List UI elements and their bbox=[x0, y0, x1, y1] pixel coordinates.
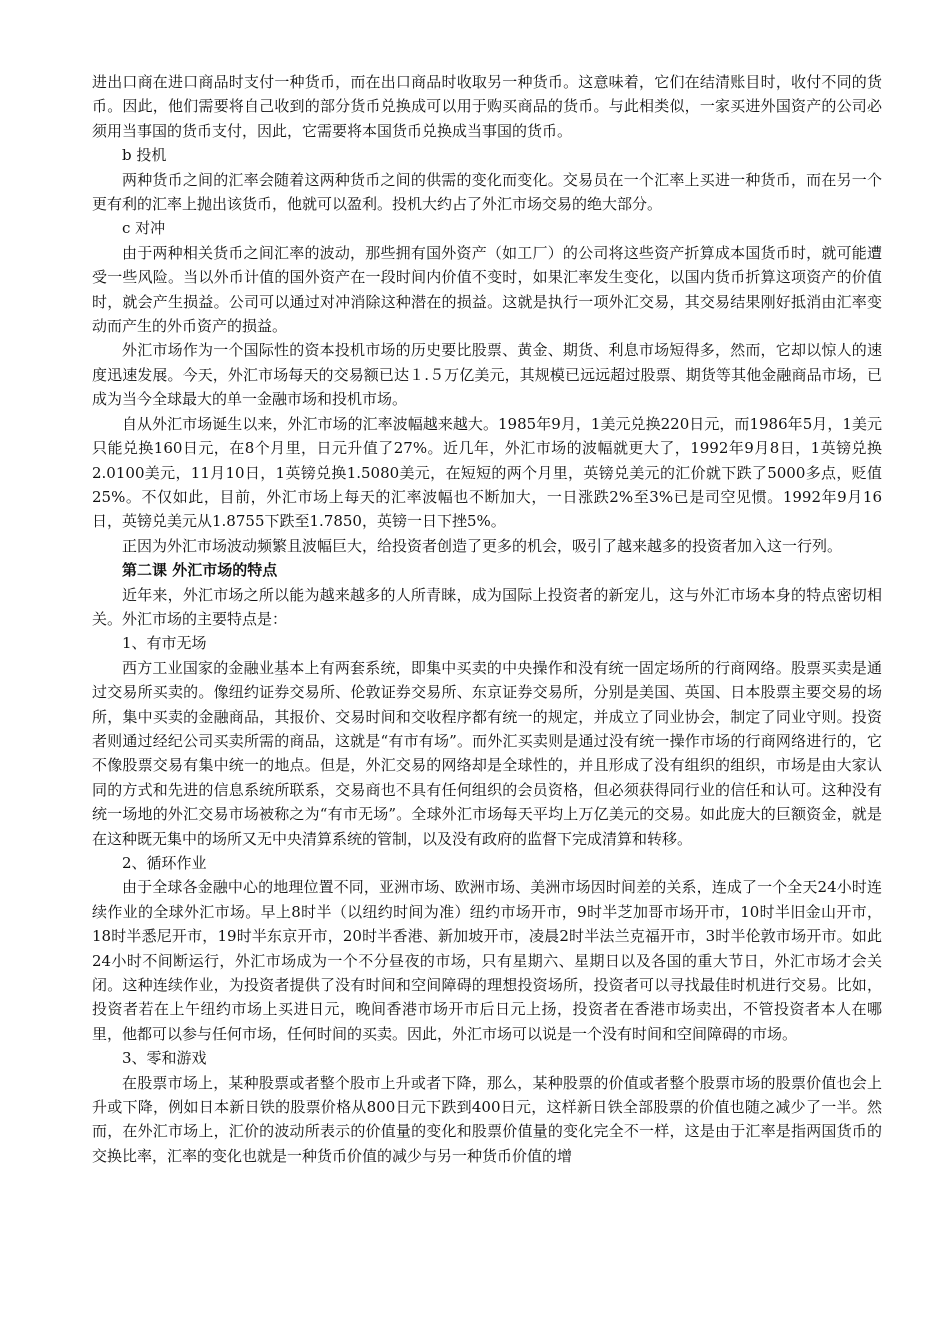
paragraph-zero-sum-game: 在股票市场上，某种股票或者整个股市上升或者下降，那么，某种股票的价值或者整个股票市场的股票价值也会上升或下降，例如日本新日铁的股票价格从800日元下跌到400日元，这样新日铁全部股票的价值也随之减少了一半。然而，在外汇市场上，汇价的波动所表示的价值量的变化和股票价值量的变化完全不一样，这是由于汇率是指两国货币的交换比率，汇率的变化也就是一种货币价值的减少与另一种货币价值的增 bbox=[92, 1073, 882, 1165]
paragraph-volatility: 自从外汇市场诞生以来，外汇市场的汇率波幅越来越大。1985年9月，1美元兑换220日元，而1986年5月，1美元只能兑换160日元，在8个月里，日元升值了27%。近几年，外汇市场的波幅就更大了，1992年9月8日，1英镑兑换2.0100美元，11月10日，1英镑兑换1.5080美元，在短短的两个月里，英镑兑美元的汇价就下跌了5000多点，贬值25%。不仅如此，目前，外汇市场上每天的汇率波幅也不断加大，一日涨跌2%至3%已是司空见惯。1992年9月16日，英镑兑美元从1.8755下跌至1.7850，英镑一日下挫5%。 bbox=[92, 414, 883, 531]
paragraph-speculation: 两种货币之间的汇率会随着这两种货币之间的供需的变化而变化。交易员在一个汇率上买进一种货币，而在另一个更有利的汇率上抛出该货币，他就可以盈利。投机大约占了外汇市场交易的绝大部分。 bbox=[92, 170, 882, 214]
subheading-market-without-venue: 1、有市无场 bbox=[122, 634, 207, 653]
paragraph-hedging: 由于两种相关货币之间汇率的波动，那些拥有国外资产（如工厂）的公司将这些资产折算成本国货币时，就可能遭受一些风险。当以外币计值的国外资产在一段时间内价值不变时，如果汇率发生变化，以国内货币折算这项资产的价值时，就会产生损益。公司可以通过对冲消除这种潜在的损益。这就是执行一项外汇交易，其交易结果刚好抵消由汇率变动而产生的外币资产的损益。 bbox=[92, 243, 882, 336]
paragraph-market-without-venue: 西方工业国家的金融业基本上有两套系统，即集中买卖的中央操作和没有统一固定场所的行商网络。股票买卖是通过交易所买卖的。像纽约证券交易所、伦敦证券交易所、东京证券交易所，分别是美国、英国、日本股票主要交易的场所，集中买卖的金融商品，其报价、交易时间和交收程序都有统一的规定，并成立了同业协会，制定了同业守则。投资者则通过经纪公司买卖所需的商品，这就是“有市有场”。而外汇买卖则是通过没有统一操作市场的行商网络进行的，它不像股票交易有集中统一的地点。但是，外汇交易的网络却是全球性的，并且形成了没有组织的组织，市场是由大家认同的方式和先进的信息系统所联系，交易商也不具有任何组织的会员资格，但必须获得同行业的信任和认可。这种没有统一场地的外汇交易市场被称之为“有市无场”。全球外汇市场每天平均上万亿美元的交易。如此庞大的巨额资金，就是在这种既无集中的场所又无中央清算系统的管制，以及没有政府的监督下完成清算和转移。 bbox=[92, 658, 882, 848]
subheading-continuous-operation: 2、循环作业 bbox=[122, 854, 207, 872]
subheading-speculation: b 投机 bbox=[122, 146, 167, 165]
paragraph-import-export: 进出口商在进口商品时支付一种货币，而在出口商品时收取另一种货币。这意味着，它们在结清账目时，收付不同的货币。因此，他们需要将自己收到的部分货币兑换成可以用于购买商品的货币。与此相类似，一家买进外国资产的公司必须用当事国的货币支付，因此，它需要将本国货币兑换成当事国的货币。 bbox=[92, 73, 882, 140]
subheading-zero-sum-game: 3、零和游戏 bbox=[122, 1049, 207, 1068]
paragraph-market-history: 外汇市场作为一个国际性的资本投机市场的历史要比股票、黄金、期货、利息市场短得多，然而，它却以惊人的速度迅速发展。今天，外汇市场每天的交易额已达１.５万亿美元，其规模已远远超过股票、期货等其他金融商品市场，已成为当今全球最大的单一金融市场和投机市场。 bbox=[92, 341, 882, 409]
paragraph-features-intro: 近年来，外汇市场之所以能为越来越多的人所青睐，成为国际上投资者的新宠儿，这与外汇市场本身的特点密切相关。外汇市场的主要特点是： bbox=[92, 585, 882, 628]
paragraph-opportunities: 正因为外汇市场波动频繁且波幅巨大，给投资者创造了更多的机会，吸引了越来越多的投资者加入这一行列。 bbox=[122, 536, 843, 555]
paragraph-continuous-operation: 由于全球各金融中心的地理位置不同，亚洲市场、欧洲市场、美洲市场因时间差的关系，连成了一个全天24小时连续作业的全球外汇市场。早上8时半（以纽约时间为准）纽约市场开市，9时半芝加哥市场开市，10时半旧金山开市，18时半悉尼开市，19时半东京开市，20时半香港、新加坡开市，凌晨2时半法兰克福开市，3时半伦敦市场开市。如此24小时不间断运行，外汇市场成为一个不分昼夜的市场，只有星期六、星期日以及各国的重大节日，外汇市场才会关闭。这种连续作业，为投资者提供了没有时间和空间障碍的理想投资场所，投资者可以寻找最佳时机进行交易。比如，投资者若在上午纽约市场上买进日元，晚间香港市场开市后日元上扬，投资者在香港市场卖出，不管投资者本人在哪里，他都可以参与任何市场，任何时间的买卖。因此，外汇市场可以说是一个没有时间和空间障碍的市场。 bbox=[92, 878, 882, 1043]
document-page bbox=[92, 70, 882, 1168]
lesson-two-heading: 第二课 外汇市场的特点 bbox=[122, 561, 278, 580]
subheading-hedging: c 对冲 bbox=[122, 219, 166, 238]
